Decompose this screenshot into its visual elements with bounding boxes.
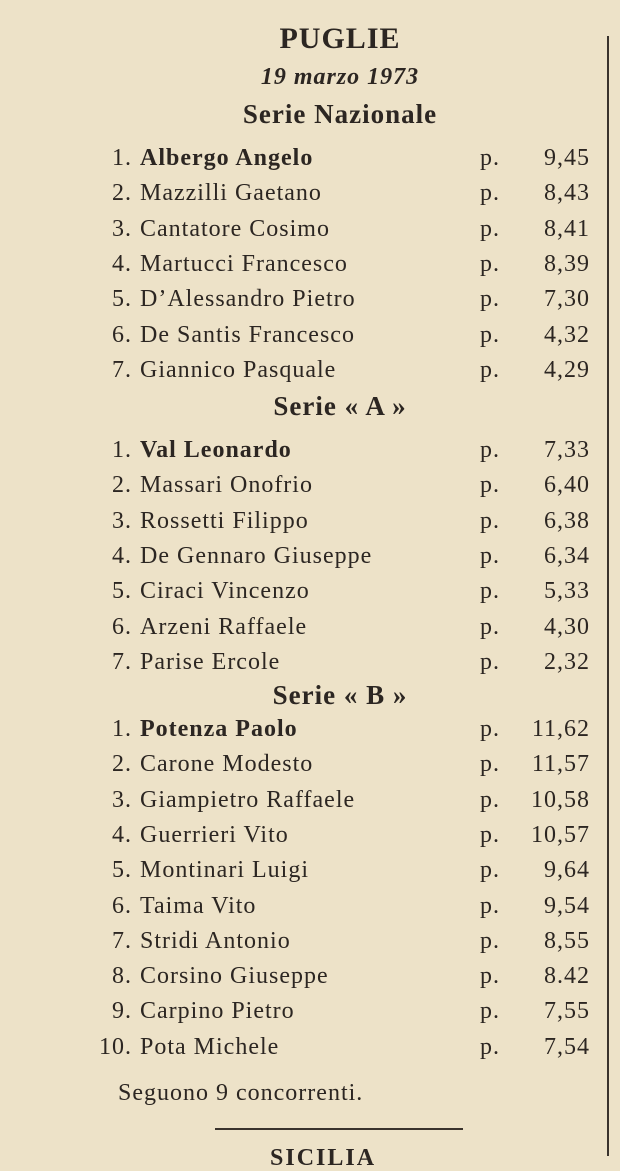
score-value: 7,55 [544, 998, 590, 1025]
score-value: 6,34 [544, 542, 590, 569]
points-abbrev: p. [480, 1033, 500, 1060]
competitor-name: Albergo Angelo [140, 145, 314, 171]
score-value: 6,40 [544, 472, 590, 499]
competitor-name: Potenza Paolo [140, 716, 298, 742]
competitor-name: Montinari Luigi [140, 857, 309, 884]
section-title: Serie Nazionale [242, 99, 438, 129]
points-abbrev: p. [480, 215, 500, 242]
points-abbrev: p. [480, 821, 500, 848]
score-value: 5,33 [544, 578, 590, 605]
column-divider [607, 36, 609, 1156]
points-abbrev: p. [480, 786, 500, 813]
rank-number: 10. [99, 1033, 132, 1060]
rank-number: 3. [112, 215, 132, 242]
points-abbrev: p. [480, 927, 500, 954]
result-row [0, 928, 600, 964]
result-row [0, 322, 600, 358]
points-abbrev: p. [480, 437, 500, 463]
points-abbrev: p. [480, 857, 500, 884]
rank-number: 1. [112, 716, 132, 742]
rank-number: 4. [112, 821, 132, 848]
competitor-name: De Santis Francesco [140, 321, 355, 348]
result-row [0, 508, 600, 544]
result-row [0, 578, 600, 614]
rank-number: 3. [112, 786, 132, 813]
rank-number: 7. [112, 356, 132, 383]
score-value: 2,32 [544, 648, 590, 675]
score-value: 8,43 [544, 180, 590, 207]
rank-number: 5. [112, 286, 132, 313]
competitor-name: Corsino Giuseppe [140, 963, 329, 990]
points-abbrev: p. [480, 472, 500, 499]
region-title: PUGLIE [279, 22, 401, 55]
rank-number: 2. [112, 472, 132, 499]
points-abbrev: p. [480, 892, 500, 919]
result-row [0, 216, 600, 252]
points-abbrev: p. [480, 542, 500, 569]
result-row [0, 614, 600, 650]
rank-number: 4. [112, 250, 132, 277]
competitor-name: Giannico Pasquale [140, 356, 337, 383]
result-row [0, 1034, 600, 1070]
points-abbrev: p. [480, 613, 500, 640]
result-row [0, 787, 600, 823]
competitor-name: Carone Modesto [140, 751, 314, 778]
competitor-name: Val Leonardo [140, 437, 292, 463]
score-value: 11,62 [531, 716, 590, 742]
rank-number: 9. [112, 998, 132, 1025]
competitor-name: Mazzilli Gaetano [140, 180, 322, 207]
competitor-name: D’Alessandro Pietro [140, 286, 356, 313]
score-value: 11,57 [531, 751, 590, 778]
score-value: 8,55 [544, 927, 590, 954]
points-abbrev: p. [480, 145, 500, 171]
result-row [0, 251, 600, 287]
rank-number: 4. [112, 542, 132, 569]
competitor-name: Taima Vito [140, 892, 257, 919]
competitor-name: Parise Ercole [140, 648, 281, 675]
event-date: 19 marzo 1973 [260, 64, 420, 90]
result-row [0, 180, 600, 216]
competitor-name: Cantatore Cosimo [140, 215, 330, 242]
rank-number: 2. [112, 180, 132, 207]
result-row [0, 543, 600, 579]
points-abbrev: p. [480, 578, 500, 605]
result-row [0, 998, 600, 1034]
score-value: 9,45 [544, 145, 590, 171]
result-row [0, 857, 600, 893]
score-value: 7,54 [544, 1033, 590, 1060]
points-abbrev: p. [480, 286, 500, 313]
score-value: 7,30 [544, 286, 590, 313]
footer-note: Seguono 9 concorrenti. [118, 1080, 364, 1106]
points-abbrev: p. [480, 180, 500, 207]
points-abbrev: p. [480, 716, 500, 742]
score-value: 8,39 [544, 250, 590, 277]
result-row [0, 472, 600, 508]
competitor-name: De Gennaro Giuseppe [140, 542, 373, 569]
score-value: 10,58 [531, 786, 590, 813]
result-row [0, 286, 600, 322]
rank-number: 3. [112, 507, 132, 534]
competitor-name: Arzeni Raffaele [140, 613, 308, 640]
score-value: 9,64 [544, 857, 590, 884]
competitor-name: Ciraci Vincenzo [140, 578, 310, 605]
result-row [0, 145, 600, 181]
points-abbrev: p. [480, 507, 500, 534]
result-row [0, 437, 600, 473]
rank-number: 7. [112, 648, 132, 675]
competitor-name: Carpino Pietro [140, 998, 295, 1025]
points-abbrev: p. [480, 356, 500, 383]
result-row [0, 716, 600, 752]
competitor-name: Rossetti Filippo [140, 507, 309, 534]
rank-number: 2. [112, 751, 132, 778]
score-value: 4,32 [544, 321, 590, 348]
competitor-name: Massari Onofrio [140, 472, 313, 499]
competitor-name: Guerrieri Vito [140, 821, 289, 848]
points-abbrev: p. [480, 321, 500, 348]
section-title: Serie « B » [272, 680, 408, 710]
points-abbrev: p. [480, 751, 500, 778]
score-value: 8.42 [544, 963, 590, 990]
rank-number: 1. [112, 437, 132, 463]
rank-number: 6. [112, 613, 132, 640]
points-abbrev: p. [480, 998, 500, 1025]
section-title: Serie « A » [273, 391, 407, 421]
competitor-name: Martucci Francesco [140, 250, 348, 277]
result-row [0, 963, 600, 999]
competitor-name: Stridi Antonio [140, 927, 291, 954]
result-row [0, 357, 600, 393]
points-abbrev: p. [480, 648, 500, 675]
competitor-name: Giampietro Raffaele [140, 786, 356, 813]
points-abbrev: p. [480, 963, 500, 990]
result-row [0, 893, 600, 929]
score-value: 7,33 [544, 437, 590, 463]
score-value: 10,57 [531, 821, 590, 848]
score-value: 4,29 [544, 356, 590, 383]
next-region-heading: SICILIA [270, 1145, 377, 1171]
result-row [0, 751, 600, 787]
score-value: 9,54 [544, 892, 590, 919]
rank-number: 6. [112, 892, 132, 919]
rank-number: 5. [112, 578, 132, 605]
section-separator [215, 1128, 463, 1130]
score-value: 8,41 [544, 215, 590, 242]
rank-number: 1. [112, 145, 132, 171]
rank-number: 8. [112, 963, 132, 990]
rank-number: 5. [112, 857, 132, 884]
competitor-name: Pota Michele [140, 1033, 280, 1060]
score-value: 6,38 [544, 507, 590, 534]
points-abbrev: p. [480, 250, 500, 277]
result-row [0, 822, 600, 858]
rank-number: 7. [112, 927, 132, 954]
rank-number: 6. [112, 321, 132, 348]
score-value: 4,30 [544, 613, 590, 640]
